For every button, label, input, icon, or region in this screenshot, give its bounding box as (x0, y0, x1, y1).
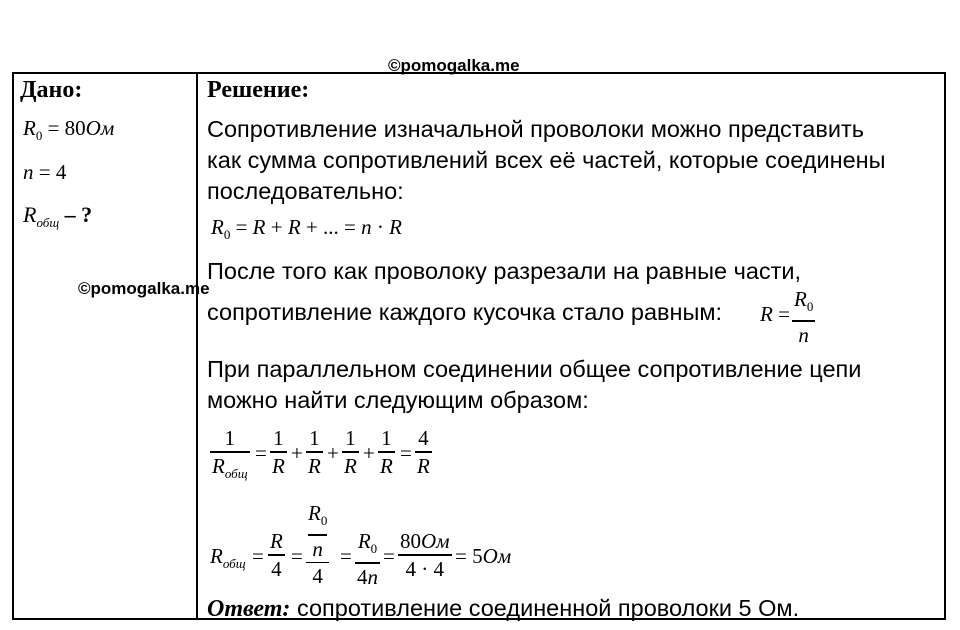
para1-line3: последовательно: (207, 178, 404, 204)
para1-line1: Сопротивление изначальной проволоки можно представить (207, 116, 864, 142)
frac-1-rtot: 1 $R_{общ}$ (212, 426, 248, 481)
solution-heading: Решение: (207, 77, 310, 103)
given-r0: $R_0 = 80Ом$ (23, 116, 115, 143)
answer-text: сопротивление соединенной проволоки 5 Ом. (296, 595, 800, 621)
given-find: $R_{общ}$ – ? (23, 202, 93, 230)
para3-line2: можно найти следующим образом: (207, 387, 589, 413)
answer-line (207, 593, 799, 625)
answer-label: Ответ: (207, 596, 291, 622)
given-heading: Дано: (20, 77, 83, 103)
equation-series-sum: $R_0 = R + R$ + ... = n · R (211, 215, 402, 242)
para2-line1: После того как проволоку разрезали на равные части, (207, 258, 802, 284)
watermark-middle: ©pomogalka.me (78, 279, 210, 298)
watermark-top: ©pomogalka.me (388, 56, 520, 75)
eq-r-label: R = (760, 302, 790, 326)
para3-line1: При параллельном соединении общее сопротивление цепи (207, 356, 862, 382)
fraction-r0-over-n: $R_0$ n (794, 287, 814, 347)
column-divider (196, 72, 198, 620)
para2-line2: сопротивление каждого кусочка стало равным: (207, 299, 723, 325)
para1-line2: как сумма сопротивлений всех её частей, которые соединены (207, 147, 886, 173)
given-n: n = 4 (23, 160, 67, 184)
